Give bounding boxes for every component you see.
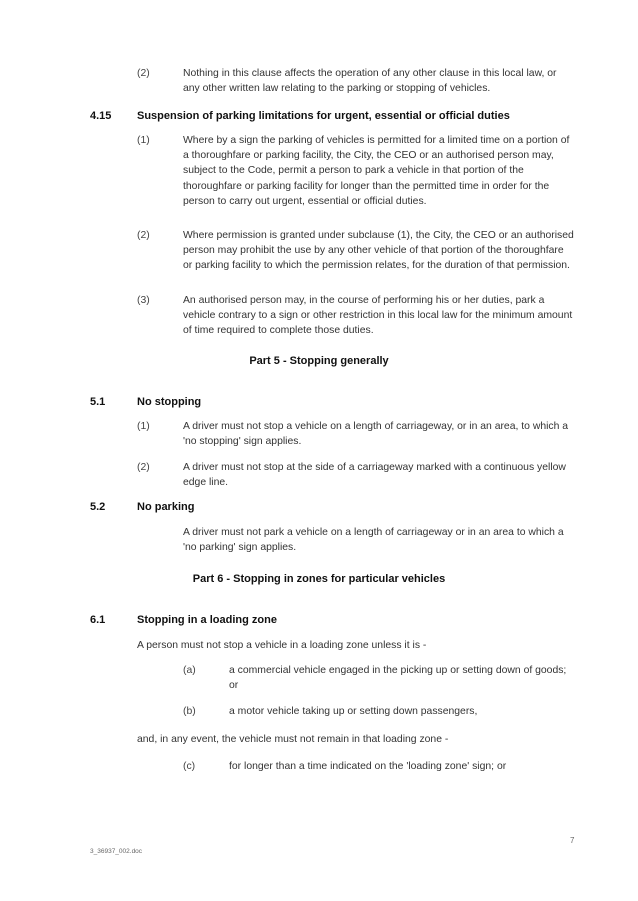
paragraph-text: a motor vehicle taking up or setting down passengers, [229, 706, 478, 717]
clause-number: (2) [137, 230, 150, 241]
section-number: 6.1 [90, 614, 106, 626]
clause-number: (2) [137, 68, 150, 79]
part-heading: Part 5 - Stopping generally [249, 355, 389, 367]
paragraph-letter: (c) [183, 761, 196, 772]
clause-text: A driver must not park a vehicle on a length of carriageway or in an area to which a 'no parking' sign applies. [183, 527, 564, 554]
clause-number: (2) [137, 462, 150, 473]
section-title: No stopping [137, 396, 202, 408]
clause-text: Nothing in this clause affects the operation of any other clause in this local law, or any other written law relating to the parking or stopping of vehicles. [183, 68, 557, 95]
clause-text: An authorised person may, in the course of performing his or her duties, park a vehicle contrary to a sign or other restriction in this local law for the minimum amount of time required to complete those duties. [183, 295, 573, 337]
clause-text: A driver must not stop a vehicle on a length of carriageway, or in an area, to which a 'no stopping' sign applies. [183, 421, 569, 448]
clause-text: and, in any event, the vehicle must not remain in that loading zone - [137, 734, 449, 745]
clause-number: (1) [137, 421, 150, 432]
clause-text: A driver must not stop at the side of a carriageway marked with a continuous yellow edge line. [183, 462, 566, 489]
part-heading: Part 6 - Stopping in zones for particular vehicles [192, 573, 446, 585]
paragraph-text: a commercial vehicle engaged in the picking up or setting down of goods; or [229, 665, 567, 692]
clause-text: Where permission is granted under subclause (1), the City, the CEO or an authorised person may prohibit the use by any other vehicle of that portion of the thoroughfare or parking facility to which the permission relates, for the duration of that permission. [183, 230, 574, 272]
paragraph-letter: (a) [183, 665, 196, 676]
clause-text: Where by a sign the parking of vehicles is permitted for a limited time on a portion of a thoroughfare or parking facility, the City, the CEO or an authorised person may, subject to the Code, permit a person to park a vehicle in that portion of the thoroughfare or parking facility for longer than the permitted time in order for the person to carry out urgent, essential or official duties. [183, 135, 570, 207]
section-title: Stopping in a loading zone [137, 614, 277, 626]
section-number: 5.1 [90, 396, 106, 408]
section-number: 5.2 [90, 501, 106, 513]
paragraph-text: for longer than a time indicated on the 'loading zone' sign; or [229, 761, 507, 772]
section-number: 4.15 [90, 110, 112, 122]
paragraph-letter: (b) [183, 706, 196, 717]
clause-number: (3) [137, 295, 150, 306]
document-reference: 3_36937_002.doc [90, 848, 143, 855]
section-title: Suspension of parking limitations for urgent, essential or official duties [137, 110, 510, 122]
section-title: No parking [137, 501, 195, 513]
page-number: 7 [570, 836, 575, 845]
clause-text: A person must not stop a vehicle in a loading zone unless it is - [137, 640, 427, 651]
clause-number: (1) [137, 135, 150, 146]
